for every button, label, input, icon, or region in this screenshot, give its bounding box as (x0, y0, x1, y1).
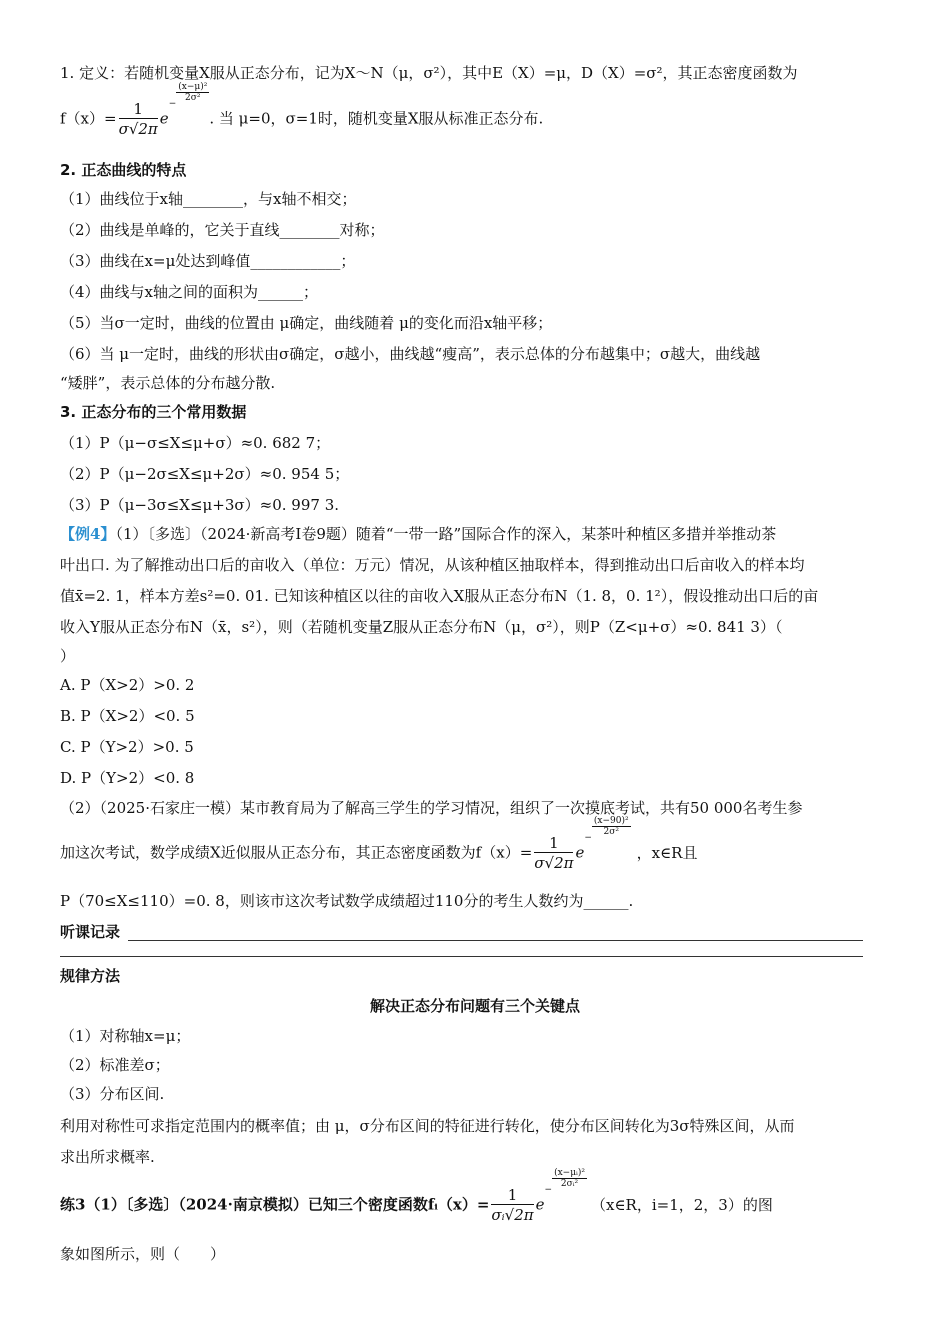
example-tag: 【例4】 (60, 525, 116, 543)
method-paragraph-2: 求出所求概率. (60, 1148, 155, 1166)
practice3-exponent-fraction (552, 1168, 587, 1189)
exponent-sign: − (168, 98, 177, 109)
curve-feature-2: （2）曲线是单峰的，它关于直线________对称； (60, 221, 385, 239)
density-fraction (119, 100, 158, 139)
part2-fraction-numerator: 1 (534, 834, 573, 853)
practice3-density-fraction (491, 1186, 533, 1225)
example4-line-3: 值x̄=2. 1，样本方差s²=0. 01. 已知该种植区以往的亩收入X服从正态分布N（1. 8，0. 1²），假设推动出口后的亩 (60, 587, 819, 605)
example4-line-2: 叶出口. 为了解推动出口后的亩收入（单位：万元）情况，从该种植区抽取样本，得到推动出口后亩收入的样本均 (60, 556, 805, 574)
method-label: 规律方法 (60, 967, 121, 985)
part2-fraction-denominator: σ√2π (534, 854, 574, 872)
curve-feature-3: （3）曲线在x=μ处达到峰值____________； (60, 252, 356, 270)
part2-exponent-numerator: (x−90)² (593, 816, 629, 826)
practice3-prefix: 练3（1）〔多选〕（2024·南京模拟）已知三个密度函数fᵢ（x）= (60, 1195, 490, 1214)
notes-label: 听课记录 (60, 923, 121, 941)
practice3-exponent-denominator: 2σᵢ² (560, 1179, 579, 1189)
method-item-1: （1）对称轴x=μ； (60, 1027, 191, 1045)
example4-part2-line-1: （2）（2025·石家庄一模）某市教育局为了解高三学生的学习情况，组织了一次摸底考试，共有50 000名考生参 (60, 799, 803, 817)
f-prefix: f（x）= (60, 109, 117, 128)
curve-feature-1: （1）曲线位于x轴________，与x轴不相交； (60, 190, 357, 208)
curve-feature-5: （5）当σ一定时，曲线的位置由 μ确定，曲线随着 μ的变化而沿x轴平移； (60, 314, 553, 332)
practice3-exponent-numerator: (x−μᵢ)² (554, 1168, 585, 1178)
example4-text-1: （1）〔多选〕（2024·新高考Ⅰ卷9题）随着“一带一路”国际合作的深入，某茶叶种植区多措并举推动茶 (115, 525, 777, 543)
e-symbol: e (159, 109, 169, 128)
notes-underline (128, 940, 863, 941)
practice3-formula-line (60, 1168, 773, 1232)
standard-normal-note: . 当 μ=0，σ=1时，随机变量X服从标准正态分布. (209, 109, 544, 128)
definition-line: 1. 定义：若随机变量X服从正态分布，记为X～N（μ，σ²），其中E（X）=μ，D（X）=σ²，其正态密度函数为 (60, 64, 798, 82)
option-b: B. P（X>2）<0. 5 (60, 707, 195, 725)
practice3-exponent-sign: − (544, 1184, 553, 1195)
option-c: C. P（Y>2）>0. 5 (60, 738, 194, 756)
practice3-e-symbol: e (535, 1195, 545, 1214)
part2-e-symbol: e (575, 843, 585, 862)
option-d: D. P（Y>2）<0. 8 (60, 769, 195, 787)
method-item-3: （3）分布区间. (60, 1085, 165, 1103)
example4-line-4: 收入Y服从正态分布N（x̄，s²），则（若随机变量Z服从正态分布N（μ，σ²），则P（Z<μ+σ）≈0. 841 3）（ (60, 618, 783, 636)
curve-feature-6-cont: “矮胖”，表示总体的分布越分散. (60, 374, 276, 392)
common-value-1: （1）P（μ−σ≤X≤μ+σ）≈0. 682 7； (60, 434, 331, 452)
fraction-numerator: 1 (119, 100, 158, 119)
exponent-denominator: 2σ² (185, 93, 201, 103)
practice3-line-2: 象如图所示，则（ ） (60, 1245, 226, 1263)
method-heading: 解决正态分布问题有三个关键点 (369, 997, 580, 1015)
part2-exponent-denominator: 2σ² (603, 827, 619, 837)
part2-prefix: 加这次考试，数学成绩X近似服从正态分布，其正态密度函数为f（x）= (60, 843, 533, 862)
common-value-3: （3）P（μ−3σ≤X≤μ+3σ）≈0. 997 3. (60, 496, 340, 514)
example4-line-5: ） (60, 647, 76, 665)
section2-title: 2. 正态曲线的特点 (60, 161, 187, 179)
notes-divider (60, 956, 863, 957)
option-a: A. P（X>2）>0. 2 (60, 676, 195, 694)
practice3-fraction-denominator: σᵢ√2π (491, 1206, 534, 1224)
section3-title: 3. 正态分布的三个常用数据 (60, 403, 247, 421)
part2-domain-note: ，x∈R且 (636, 843, 698, 862)
curve-feature-4: （4）曲线与x轴之间的面积为______； (60, 283, 319, 301)
practice3-fraction-numerator: 1 (491, 1186, 533, 1205)
example4-part2-line-3: P（70≤X≤110）=0. 8，则该市这次考试数学成绩超过110分的考生人数约为______. (60, 892, 634, 910)
example4-part2-formula-line (60, 816, 698, 880)
part2-exponent-sign: − (584, 832, 592, 843)
exponent-fraction (176, 82, 209, 103)
example4-line-1 (60, 524, 776, 544)
density-formula-line (60, 82, 544, 146)
method-item-2: （2）标准差σ； (60, 1056, 170, 1074)
common-value-2: （2）P（μ−2σ≤X≤μ+2σ）≈0. 954 5； (60, 465, 350, 483)
exponent-numerator: (x−μ)² (178, 82, 208, 92)
practice3-domain-note: （x∈R，i=1，2，3）的图 (590, 1195, 773, 1214)
method-paragraph-1: 利用对称性可求指定范围内的概率值；由 μ，σ分布区间的特征进行转化，使分布区间转化为3σ特殊区间，从而 (60, 1117, 795, 1135)
curve-feature-6: （6）当 μ一定时，曲线的形状由σ确定，σ越小，曲线越“瘦高”，表示总体的分布越集中；σ越大，曲线越 (60, 345, 761, 363)
part2-density-fraction (534, 834, 573, 873)
part2-exponent-fraction (592, 816, 631, 837)
fraction-denominator: σ√2π (118, 120, 158, 138)
